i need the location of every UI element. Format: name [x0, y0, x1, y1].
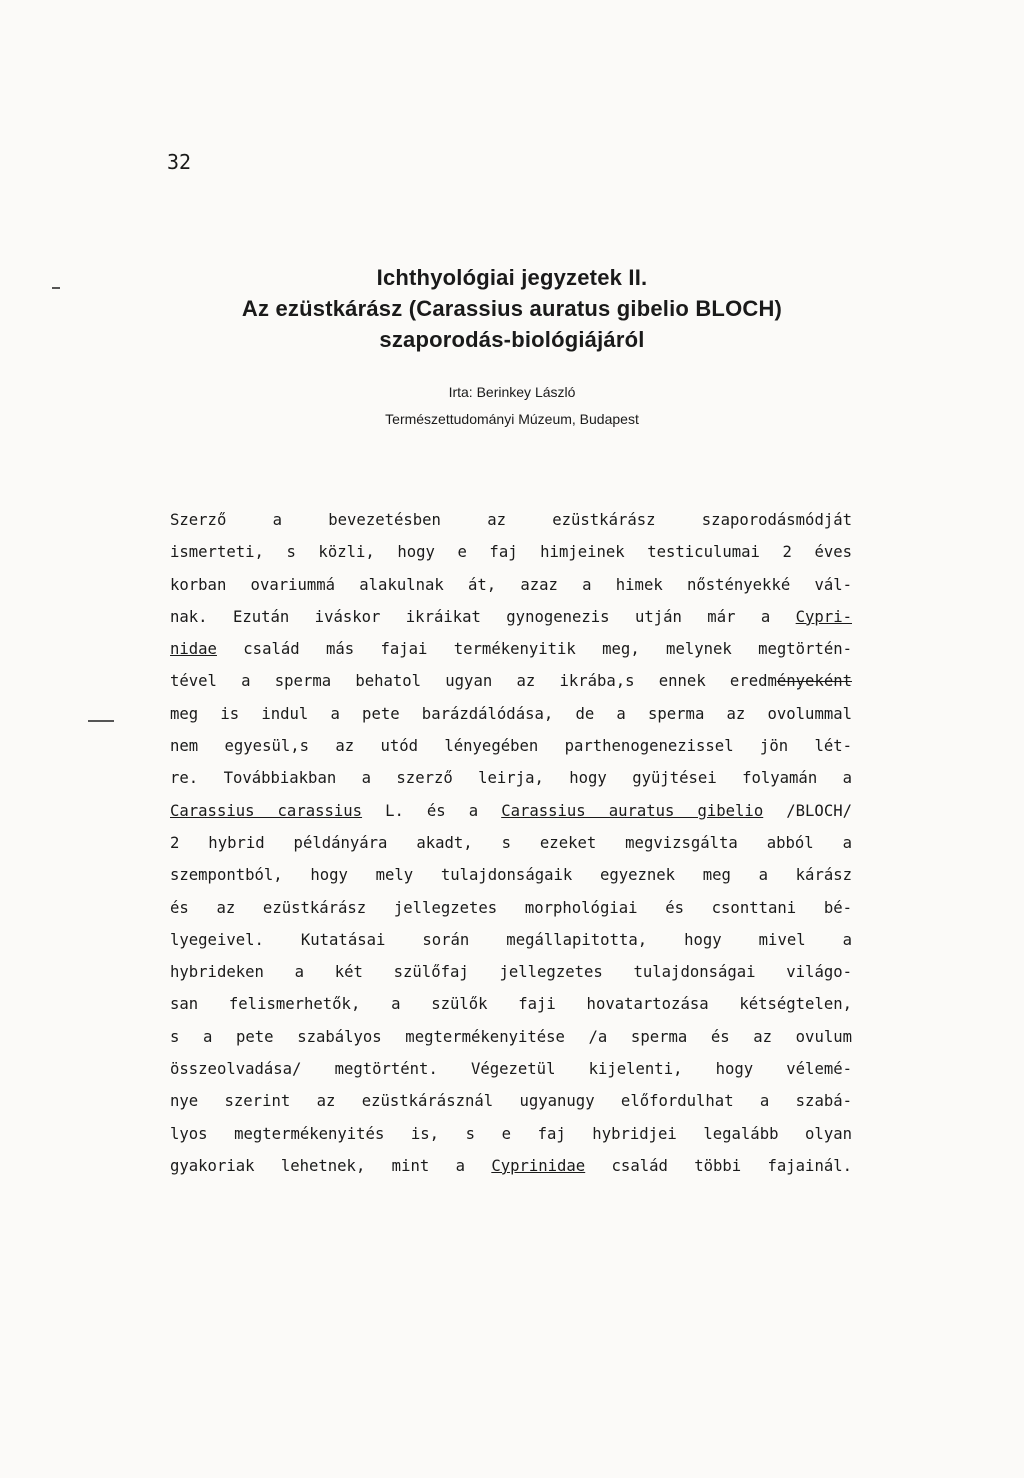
body-line [170, 601, 852, 633]
body-line [170, 698, 852, 730]
body-line [170, 1053, 852, 1085]
underlined-taxon: Carassius carassius [170, 801, 363, 820]
article-title-continued: szaporodás-biológiájáról [379, 327, 645, 352]
author-line: Irta: Berinkey László [448, 384, 576, 400]
article-title: Az ezüstkárász (Carassius auratus gibelio BLOCH) [241, 296, 783, 321]
body-line [170, 795, 852, 827]
page-number: 32 [167, 150, 192, 174]
text-run: meg is indul a pete barázdálódása, de a sperma az ovolummal [170, 704, 852, 723]
struck-text: ényeként [776, 672, 852, 691]
series-title: Ichthyológiai jegyzetek II. [376, 265, 648, 290]
body-line [170, 988, 852, 1020]
body-line [170, 859, 852, 891]
article-heading [0, 262, 1024, 428]
institution-line: Természettudományi Múzeum, Budapest [385, 411, 639, 427]
text-run: s a pete szabályos megtermékenyitése /a sperma és az ovulum [170, 1027, 852, 1046]
margin-mark-upper [52, 287, 60, 289]
text-run: gyakoriak lehetnek, mint a [170, 1156, 492, 1175]
body-line [170, 1085, 852, 1117]
underlined-taxon: nidae [170, 640, 217, 659]
body-line [170, 536, 852, 568]
body-line [170, 827, 852, 859]
text-run: lyegeivel. Kutatásai során megállapitotta, hogy mivel a [170, 930, 852, 949]
underlined-taxon: Carassius auratus gibelio [501, 801, 764, 820]
text-run: L. és a [362, 801, 502, 820]
text-run: Szerző a bevezetésben az ezüstkárász szaporodásmódját [170, 511, 852, 529]
text-run: nem egyesül,s az utód lényegében parthenogenezissel jön lét- [170, 737, 852, 756]
text-run: család más fajai termékenyitik meg, melynek megtörtén- [216, 640, 852, 659]
text-run: nye szerint az ezüstkárásznál ugyanugy előfordulhat a szabá- [170, 1092, 852, 1111]
text-run: lyos megtermékenyités is, s e faj hybridjei legalább olyan [170, 1124, 852, 1143]
body-line [170, 1118, 852, 1150]
body-line [170, 504, 852, 536]
text-run: re. Továbbiakban a szerző leirja, hogy gyüjtései folyamán a [170, 769, 852, 788]
text-run: 2 hybrid példányára akadt, s ezeket megvizsgálta abból a [170, 833, 852, 852]
body-line [170, 762, 852, 794]
body-line [170, 569, 852, 601]
text-run: és az ezüstkárász jellegzetes morphológiai és csonttani bé- [170, 898, 852, 917]
body-line [170, 665, 852, 697]
underlined-taxon: Cypri- [795, 607, 852, 626]
text-run: hybrideken a két szülőfaj jellegzetes tulajdonságai világo- [170, 963, 852, 982]
text-run: szempontból, hogy mely tulajdonságaik egyeznek meg a kárász [170, 866, 852, 885]
text-run: összeolvadása/ megtörtént. Végezetül kijelenti, hogy vélemé- [170, 1060, 852, 1079]
text-run: tével a sperma behatol ugyan az ikrába,s ennek eredm [170, 672, 777, 691]
text-run: korban ovariummá alakulnak át, azaz a himek nőstényekké vál- [170, 575, 852, 594]
text-run: ismerteti, s közli, hogy e faj himjeinek testiculumai 2 éves [170, 543, 852, 562]
body-line [170, 1150, 852, 1182]
body-line [170, 924, 852, 956]
margin-mark-left [88, 720, 114, 722]
text-run: /BLOCH/ [763, 801, 852, 820]
text-run: család többi fajainál. [585, 1156, 852, 1175]
body-line [170, 730, 852, 762]
body-line [170, 633, 852, 665]
abstract-body [170, 504, 852, 1182]
underlined-taxon: Cyprinidae [491, 1156, 586, 1175]
text-run: san felismerhetők, a szülők faji hovatartozása kétségtelen, [170, 995, 852, 1014]
body-line [170, 1021, 852, 1053]
body-line [170, 892, 852, 924]
body-line [170, 956, 852, 988]
text-run: nak. Ezután iváskor ikráikat gynogenezis utján már a [170, 607, 796, 626]
